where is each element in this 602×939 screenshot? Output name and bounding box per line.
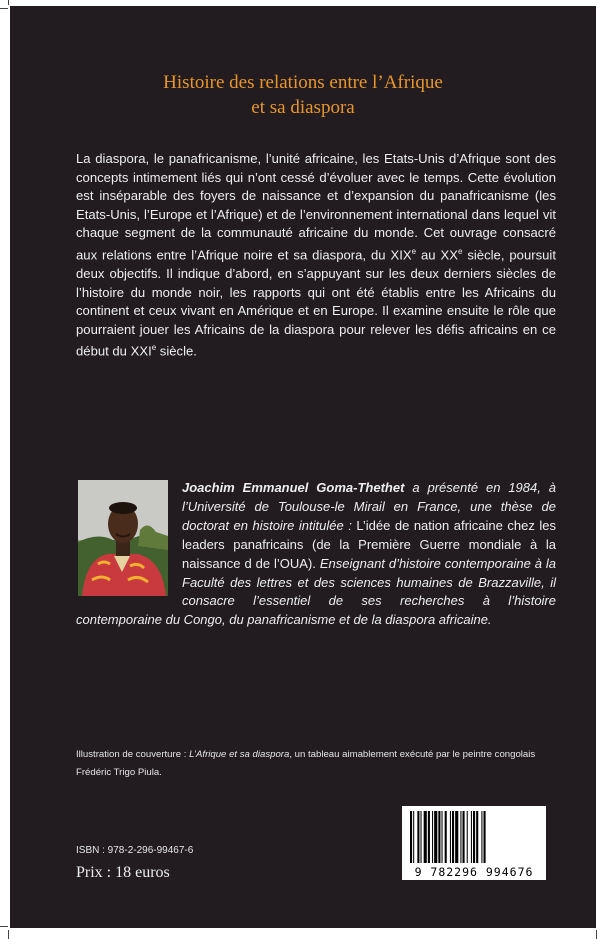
cover-illustration-credit: Illustration de couverture : L’Afrique et sa diaspora, un tableau aimablement exécuté par le peintre congolais Frédéric Trigo Piula. bbox=[76, 749, 536, 778]
summary-paragraph: La diaspora, le panafricanisme, l’unité africaine, les Etats-Unis d’Afrique sont des concepts intimement liés qui n’ont cessé d’évoluer avec le temps. Cette évolution est inséparable des foyers de naissance et d’expansion du panafricanisme (les Etats-Unis, l’Europe et l’Afrique) et de l’environnement international dans lequel vit chaque segment de la communauté africaine du monde. Cet ouvrage consacré aux relations entre l’Afrique noire et sa diaspora, du XIXe au XXe siècle, poursuit deux objectifs. Il indique d’abord, en s’appuyant sur les deux derniers siècles de l’histoire du monde noir, les rapports qui ont été établis entre les Africains du continent et ceux vivant en Amérique et en Europe. Il examine ensuite le rôle que pourraient jouer les Africains de la diaspora pour relever les défis africains en ce début du XXIe siècle. bbox=[76, 151, 556, 359]
crop-mark-bottom-left bbox=[0, 926, 8, 927]
isbn: ISBN : 978-2-296-99467-6 bbox=[76, 845, 194, 856]
crop-mark-bottom-left-v bbox=[8, 930, 9, 939]
crop-mark-top-left-v bbox=[8, 0, 9, 5]
book-title-line-1: Histoire des relations entre l’Afrique bbox=[163, 72, 443, 93]
price: Prix : 18 euros bbox=[76, 864, 170, 881]
book-title-line-2: et sa diaspora bbox=[251, 97, 355, 118]
barcode bbox=[402, 806, 546, 880]
barcode-bars bbox=[408, 811, 540, 863]
book-title bbox=[10, 70, 596, 120]
crop-mark-bottom-right-v bbox=[596, 930, 597, 939]
back-cover bbox=[10, 6, 596, 928]
barcode-number: 9 782296 994676 bbox=[414, 865, 534, 879]
crop-mark-top-left bbox=[0, 8, 8, 9]
author-name: Joachim Emmanuel Goma-Thethet bbox=[182, 480, 405, 495]
author-biography: Joachim Emmanuel Goma-Thethet a présenté en 1984, à l’Université de Toulouse-le Mirail en France, une thèse de doctorat en histoire intitulée : L’idée de nation africaine chez les leaders panafricains (de la Première Guerre mondiale à la naissance d de l’OUA). Enseignant d’histoire contemporaine à la Faculté des lettres et des sciences humaines de Brazzaville, il consacre l’essentiel de ses recherches à l’histoire contemporaine du Congo, du panafricanisme et de la diaspora africaine. bbox=[76, 480, 557, 628]
